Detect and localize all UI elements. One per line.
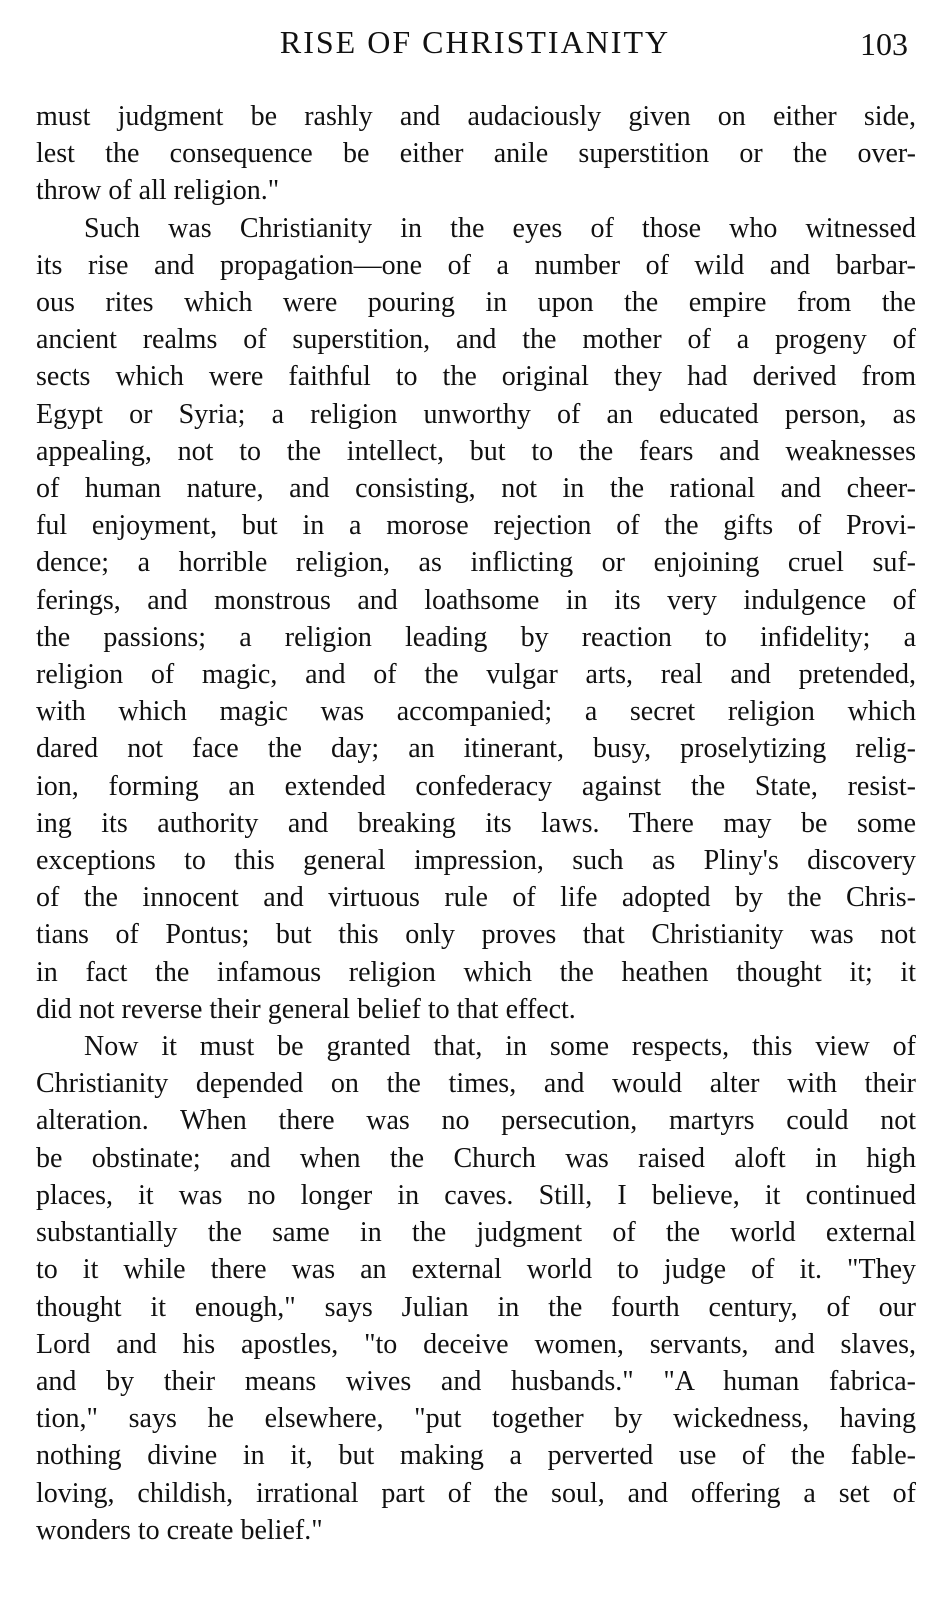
- text-line: nothing divine in it, but making a perverted use of the fable-: [36, 1440, 916, 1472]
- text-line: Now it must be granted that, in some respects, this view of: [84, 1031, 916, 1063]
- page-number: 103: [860, 26, 908, 62]
- text-line: thought it enough," says Julian in the fourth century, of our: [36, 1291, 916, 1323]
- text-line: ion, forming an extended confederacy against the State, resist-: [36, 770, 916, 802]
- text-line: of human nature, and consisting, not in the rational and cheer-: [36, 473, 916, 505]
- text-line: alteration. When there was no persecution, martyrs could not: [36, 1105, 916, 1137]
- text-line: the passions; a religion leading by reaction to infidelity; a: [36, 621, 916, 653]
- text-line: must judgment be rashly and audaciously given on either side,: [36, 101, 916, 132]
- text-line: Lord and his apostles, "to deceive women, servants, and slaves,: [36, 1328, 916, 1360]
- paragraph-3: [36, 1028, 916, 1549]
- text-line: ancient realms of superstition, and the mother of a progeny of: [36, 324, 916, 356]
- paragraph-1: [36, 98, 916, 210]
- paragraph-2: [36, 210, 916, 1028]
- text-line: dared not face the day; an itinerant, busy, proselytizing relig-: [36, 733, 916, 765]
- text-line: Such was Christianity in the eyes of those who witnessed: [84, 212, 916, 244]
- text-line: Christianity depended on the times, and would alter with their: [36, 1068, 916, 1100]
- text-line: ous rites which were pouring in upon the empire from the: [36, 287, 916, 319]
- text-line: ful enjoyment, but in a morose rejection of the gifts of Provi-: [36, 510, 916, 542]
- text-line: ing its authority and breaking its laws. There may be some: [36, 807, 916, 839]
- text-line: wonders to create belief.": [36, 1514, 323, 1546]
- text-line: its rise and propagation—one of a number of wild and barbar-: [36, 249, 916, 281]
- text-line: with which magic was accompanied; a secret religion which: [36, 696, 916, 728]
- running-title: RISE OF CHRISTIANITY: [279, 24, 671, 60]
- text-line: appealing, not to the intellect, but to the fears and weaknesses: [36, 435, 916, 467]
- text-line: religion of magic, and of the vulgar arts, real and pretended,: [36, 659, 916, 691]
- text-line: did not reverse their general belief to that effect.: [36, 993, 576, 1025]
- text-line: and by their means wives and husbands." "A human fabrica-: [36, 1365, 916, 1397]
- text-line: in fact the infamous religion which the heathen thought it; it: [36, 956, 916, 988]
- text-line: lest the consequence be either anile superstition or the over-: [36, 138, 916, 170]
- text-line: ferings, and monstrous and loathsome in its very indulgence of: [36, 584, 916, 616]
- text-line: tion," says he elsewhere, "put together by wickedness, having: [36, 1403, 916, 1435]
- text-line: be obstinate; and when the Church was raised aloft in high: [36, 1142, 916, 1174]
- text-line: dence; a horrible religion, as inflicting or enjoining cruel suf-: [36, 547, 916, 579]
- text-line: loving, childish, irrational part of the soul, and offering a set of: [36, 1477, 916, 1509]
- body-text: [36, 98, 916, 1549]
- text-line: exceptions to this general impression, such as Pliny's discovery: [36, 845, 916, 877]
- text-line: of the innocent and virtuous rule of life adopted by the Chris-: [36, 882, 916, 914]
- text-line: sects which were faithful to the original they had derived from: [36, 361, 916, 393]
- text-line: Egypt or Syria; a religion unworthy of an educated person, as: [36, 398, 916, 430]
- text-line: places, it was no longer in caves. Still, I believe, it continued: [36, 1179, 916, 1211]
- text-line: substantially the same in the judgment of the world external: [36, 1217, 916, 1249]
- text-line: throw of all religion.": [36, 175, 280, 207]
- text-line: tians of Pontus; but this only proves that Christianity was not: [36, 919, 916, 951]
- text-line: to it while there was an external world to judge of it. "They: [36, 1254, 916, 1286]
